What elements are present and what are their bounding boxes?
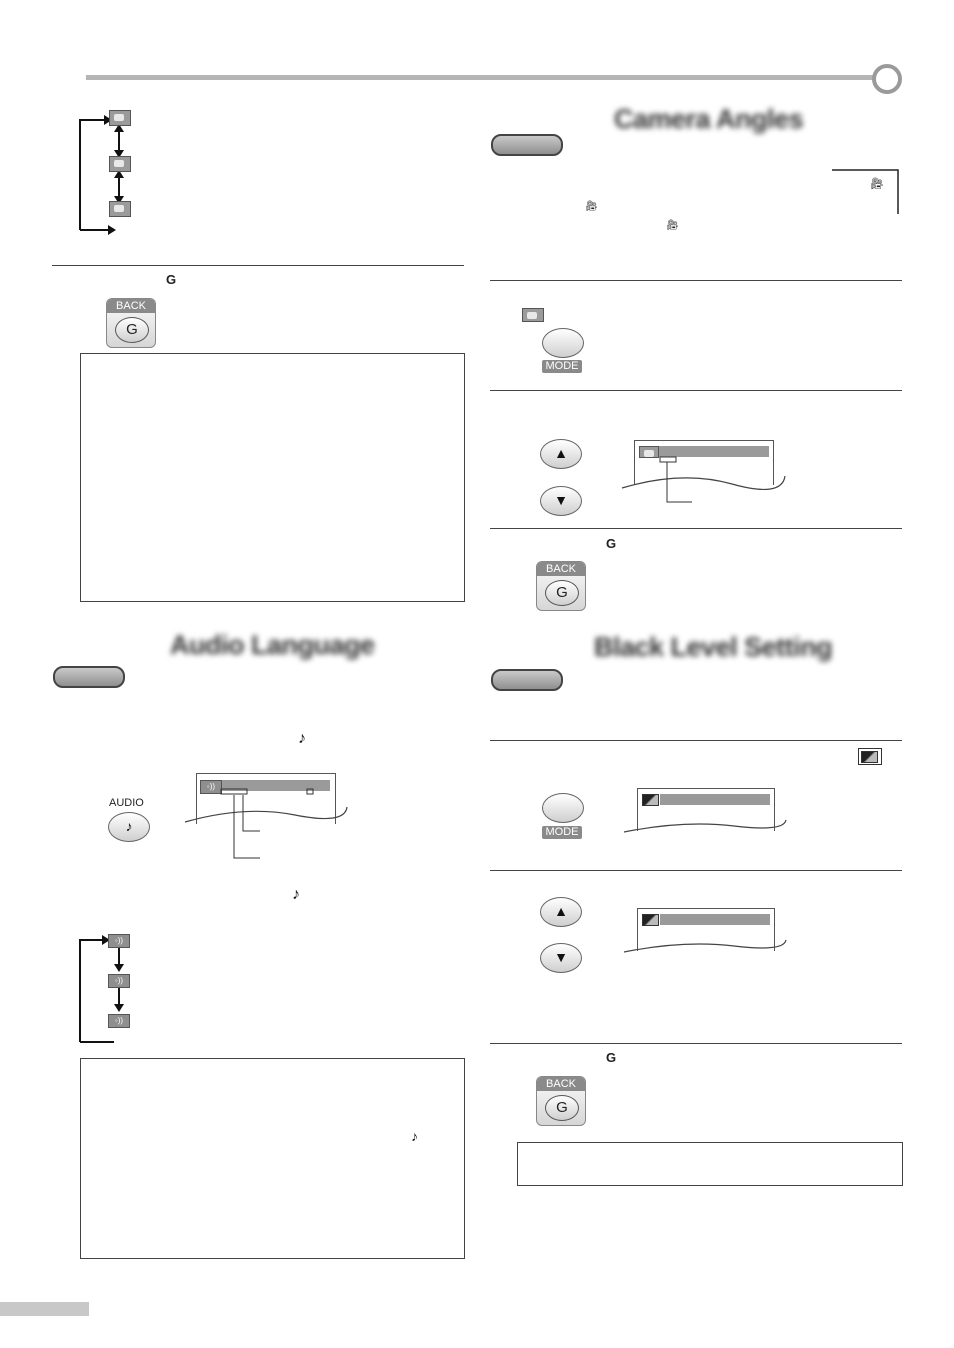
header-circle-icon bbox=[872, 64, 902, 94]
camera-icon: 🎥︎ bbox=[666, 220, 679, 231]
cycle-arrow-diagram bbox=[70, 108, 130, 238]
subtitle-icon bbox=[109, 110, 131, 126]
dvd-badge bbox=[491, 669, 563, 691]
note-box bbox=[80, 353, 465, 602]
back-button-label: BACK bbox=[537, 562, 585, 576]
audio-icon: ◦)) bbox=[108, 1014, 130, 1028]
black-level-screen-wave bbox=[624, 930, 789, 960]
music-note-icon: ♪ bbox=[411, 1128, 418, 1144]
black-level-heading: Black Level Setting bbox=[594, 632, 833, 662]
music-note-icon: ♪ bbox=[292, 886, 300, 903]
back-arrow-icon: G bbox=[115, 317, 149, 343]
back-button[interactable] bbox=[106, 298, 156, 348]
audio-icon: ◦)) bbox=[108, 974, 130, 988]
back-arrow-icon: G bbox=[545, 580, 579, 606]
up-button[interactable]: ▲ bbox=[540, 439, 582, 469]
black-level-bar bbox=[660, 794, 770, 805]
dvd-badge bbox=[53, 666, 125, 688]
divider bbox=[490, 1043, 902, 1044]
camera-angles-heading: Camera Angles bbox=[614, 104, 804, 134]
mode-button[interactable] bbox=[542, 328, 584, 358]
camera-icon: 🎥︎ bbox=[585, 201, 598, 212]
back-symbol-icon: G bbox=[606, 1050, 617, 1065]
back-button-label: BACK bbox=[107, 299, 155, 313]
audio-language-heading: Audio Language bbox=[170, 630, 375, 660]
page-number-tab bbox=[0, 1302, 89, 1316]
black-level-screen-wave bbox=[624, 810, 789, 840]
note-box bbox=[517, 1142, 903, 1186]
black-level-icon bbox=[642, 914, 659, 926]
subtitle-icon bbox=[109, 156, 131, 172]
divider bbox=[52, 265, 464, 266]
note-box bbox=[80, 1058, 465, 1259]
back-symbol-icon: G bbox=[166, 272, 177, 287]
back-button[interactable] bbox=[536, 561, 586, 611]
divider bbox=[490, 390, 902, 391]
angle-icon bbox=[522, 308, 544, 322]
divider bbox=[490, 740, 902, 741]
audio-button[interactable]: ♪ bbox=[108, 812, 150, 842]
up-button[interactable]: ▲ bbox=[540, 897, 582, 927]
mode-button-label: MODE bbox=[542, 826, 582, 839]
music-note-icon: ♪ bbox=[298, 730, 306, 747]
back-arrow-icon: G bbox=[545, 1095, 579, 1121]
audio-icon: ◦)) bbox=[200, 780, 222, 794]
back-symbol-icon: G bbox=[606, 536, 617, 551]
angle-indicator-frame bbox=[832, 168, 902, 218]
dvd-badge bbox=[491, 134, 563, 156]
black-level-icon bbox=[861, 751, 878, 763]
divider bbox=[490, 870, 902, 871]
mode-button-label: MODE bbox=[542, 360, 582, 373]
audio-screen-wave bbox=[185, 795, 350, 865]
black-level-bar bbox=[660, 914, 770, 925]
camera-icon: 🎥︎ bbox=[870, 178, 884, 190]
subtitle-icon bbox=[109, 201, 131, 217]
header-rule bbox=[86, 75, 876, 80]
down-button[interactable]: ▼ bbox=[540, 486, 582, 516]
mode-button[interactable] bbox=[542, 793, 584, 823]
divider bbox=[490, 280, 902, 281]
audio-icon: ◦)) bbox=[108, 934, 130, 948]
angle-screen-wave bbox=[622, 456, 787, 511]
audio-button-label: AUDIO bbox=[109, 797, 144, 809]
back-button-label: BACK bbox=[537, 1077, 585, 1091]
black-level-icon bbox=[642, 794, 659, 806]
back-button[interactable] bbox=[536, 1076, 586, 1126]
divider bbox=[490, 528, 902, 529]
down-button[interactable]: ▼ bbox=[540, 943, 582, 973]
